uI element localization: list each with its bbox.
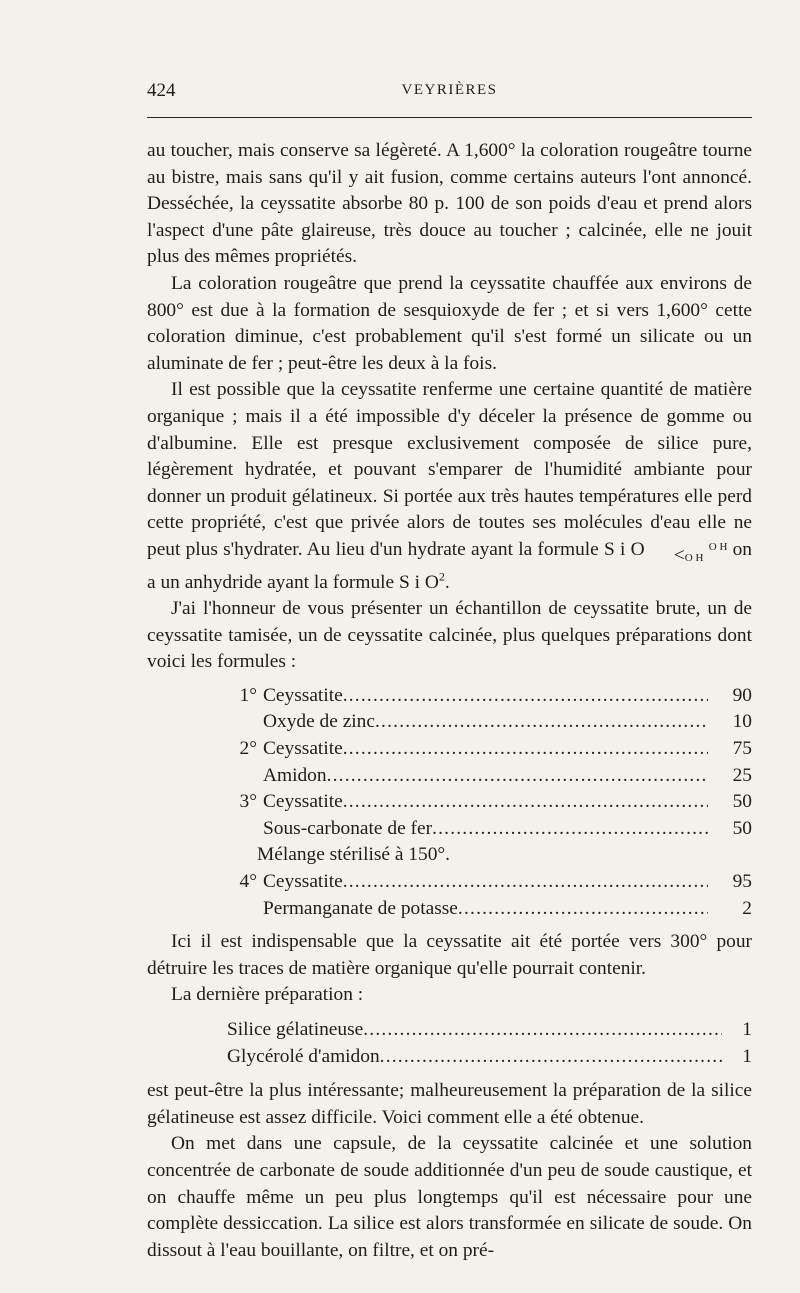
paragraph-1: au toucher, mais conserve sa légèreté. A 1,600° la coloration rougeâtre tourne au bistre, mais sans qu'il y ait fusion, comme certains auteurs l'ont annoncé. Desséchée, la ceyssatite absorbe 80 p. 100 de son poids d'eau et prend alors l'aspect d'une pâte glaireuse, très douce au toucher ; calcinée, elle ne jouit plus des mêmes propriétés.	[147, 140, 752, 268]
formula-label: Oxyde de zinc	[263, 711, 375, 733]
gel-value: 1	[742, 1045, 752, 1067]
formula-value: 50	[732, 791, 752, 813]
leader-dots	[343, 736, 708, 763]
formula-label: Permanganate de potasse	[263, 897, 458, 919]
leader-dots	[327, 763, 708, 790]
formula-row	[147, 816, 752, 843]
formula-value: 25	[732, 764, 752, 786]
paragraph-3-text: Il est possible que la ceyssatite renferme une certaine quantité de matière organique ; mais il a été impossible d'y déceler la présence de gomme ou d'albumine. Elle est presque exclusivement composée de silice pure, légèrement hydratée, et pouvant s'emparer de l'humidité ambiante pour donner un produit gélatineux. Si portée aux très hautes températures elle perd cette propriété, c'est que privée alors de toutes ses molécules d'eau elle ne peut plus s'hydrater. Au lieu d'un hydrate ayant la formule	[147, 379, 752, 560]
formula-label: Ceyssatite	[263, 738, 343, 760]
leader-dots	[458, 896, 708, 923]
leader-dots	[343, 789, 708, 816]
formula-label: Ceyssatite	[263, 871, 343, 893]
formula-prefix: S i O	[604, 538, 645, 560]
bond-arrow: <	[673, 544, 685, 566]
formula-value: 95	[732, 871, 752, 893]
gel-row	[147, 1044, 752, 1071]
formula-number: 3°	[239, 791, 257, 813]
gel-label: Silice gélatineuse	[227, 1019, 364, 1040]
paragraph-4: J'ai l'honneur de vous présenter un échantillon de ceyssatite brute, un de ceyssatite tamisée, un de ceyssatite calcinée, plus quelques préparations dont voici les formules :	[147, 598, 752, 673]
formula-note: Mélange stérilisé à 150°.	[257, 844, 450, 866]
formula-label: Amidon	[263, 764, 327, 786]
formula-list	[147, 683, 752, 922]
gel-value: 1	[742, 1019, 752, 1040]
gel-formula-list	[147, 1017, 752, 1070]
leader-dots	[343, 683, 708, 710]
formula-label: Sous-carbonate de fer	[263, 817, 433, 839]
page-number: 424	[147, 80, 176, 101]
paragraph-2: La coloration rougeâtre que prend la ceyssatite chauffée aux environs de 800° est due à la formation de sesquioxyde de fer ; et si vers 1,600° cette coloration diminue, c'est probablement qu'il s'est formé un silicate ou un aluminate de fer ; peut-être les deux à la fois.	[147, 272, 752, 374]
hydroxyl-stack	[685, 542, 728, 564]
formula-number: 2°	[239, 738, 257, 760]
paragraph-8: On met dans une capsule, de la ceyssatite calcinée et une solution concentrée de carbonate de soude additionnée d'un peu de soude caustique, et on chauffe même un peu plus longtemps qu'il est nécessaire pour une complète dessiccation. La silice est alors transformée en silicate de soude. On dissout à l'eau bouillante, on filtre, et on pré-	[147, 1133, 752, 1261]
formula-row	[147, 896, 752, 923]
paragraph-5: Ici il est indispensable que la ceyssatite ait été portée vers 300° pour détruire les traces de matière organique qu'elle pourrait contenir.	[147, 931, 752, 979]
header-rule	[147, 117, 752, 118]
formula-after: on a un anhydride ayant la formule S i O	[147, 538, 752, 593]
formula-row	[147, 789, 752, 816]
paragraph-3	[147, 377, 752, 596]
formula-end: .	[444, 571, 450, 593]
hydroxyl-bottom: O H	[684, 551, 704, 564]
formula-superscript: 2	[438, 569, 445, 584]
gel-label: Glycérolé d'amidon	[227, 1045, 380, 1067]
page-body	[147, 138, 752, 1264]
leader-dots	[343, 869, 708, 896]
formula-value: 2	[742, 897, 752, 919]
paragraph-6: La dernière préparation :	[171, 984, 364, 1006]
formula-number: 1°	[239, 684, 257, 706]
formula-label: Ceyssatite	[263, 791, 343, 813]
gel-row	[147, 1017, 752, 1044]
formula-value: 50	[732, 817, 752, 839]
formula-value: 10	[732, 711, 752, 733]
page-header	[147, 80, 752, 106]
formula-row	[147, 869, 752, 896]
formula-row	[147, 683, 752, 710]
hydroxyl-top: O H	[708, 540, 728, 553]
formula-number: 4°	[239, 871, 257, 893]
formula-row	[147, 736, 752, 763]
formula-value: 75	[732, 738, 752, 760]
formula-label: Ceyssatite	[263, 684, 343, 706]
formula-row	[147, 763, 752, 790]
leader-dots	[375, 709, 708, 736]
leader-dots	[432, 816, 708, 843]
paragraph-7: est peut-être la plus intéressante; malheureusement la préparation de la silice gélatineuse est assez difficile. Voici comment elle a été obtenue.	[147, 1080, 752, 1128]
leader-dots	[380, 1044, 722, 1071]
running-head: VEYRIÈRES	[401, 82, 498, 98]
formula-value: 90	[732, 684, 752, 706]
formula-row	[147, 709, 752, 736]
leader-dots	[363, 1017, 722, 1044]
